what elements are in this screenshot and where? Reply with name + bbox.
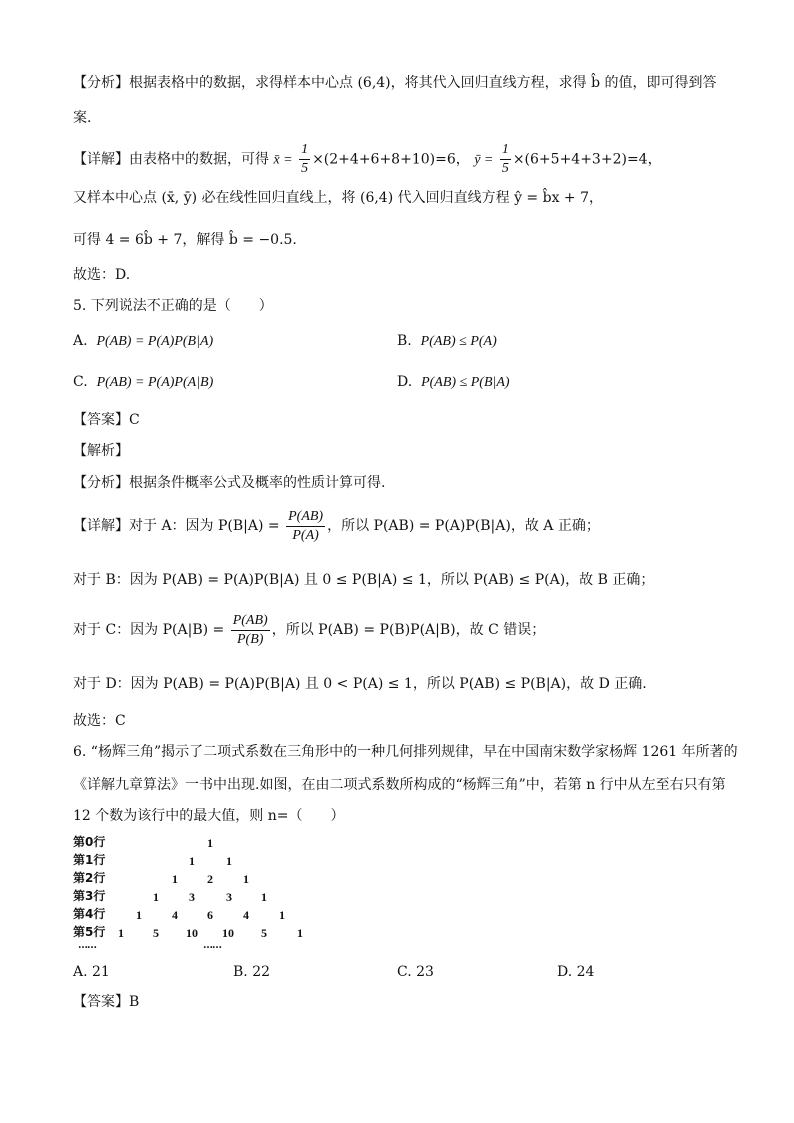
triangle-entry: 6 <box>207 908 213 922</box>
option-text: 24 <box>576 964 595 980</box>
ellipsis-center: …… <box>203 940 221 951</box>
option-text: P(AB) ≤ P(B|A) <box>421 375 510 390</box>
triangle-entry: 1 <box>243 872 249 886</box>
fraction-one-fifth-x <box>299 141 310 178</box>
fraction-numerator: P(AB) <box>286 508 325 527</box>
ellipsis-left: …… <box>78 940 96 951</box>
q5-option-a <box>73 331 213 352</box>
answer-tag: 【答案】 <box>73 994 129 1010</box>
q6-stem-line-1: 6. “杨辉三角”揭示了二项式系数在三角形中的一种几何排列规律，早在中国南宋数学家杨辉 1261 年所著的 <box>73 744 738 760</box>
triangle-entry: 5 <box>261 926 267 940</box>
q5-detail-d: 对于 D：因为 P(AB) = P(A)P(B|A) 且 0 < P(A) ≤ 1，所以 P(AB) ≤ P(B|A)，故 D 正确. <box>73 676 647 692</box>
prev-detail-text: 由表格中的数据，可得 <box>129 151 269 168</box>
option-label: B. <box>397 333 412 349</box>
option-label: D. <box>557 964 573 980</box>
prev-detail-line-1 <box>73 141 662 179</box>
q5-answer <box>73 410 140 430</box>
option-label: C. <box>397 964 412 980</box>
option-label: A. <box>73 333 88 349</box>
option-text: P(AB) ≤ P(A) <box>420 334 497 349</box>
triangle-entry: 5 <box>153 926 159 940</box>
triangle-row-label: 第2行 <box>73 871 106 885</box>
x-mean-expression: ×(2+4+6+8+10)=6， <box>312 151 470 168</box>
q5-stem: 5. 下列说法不正确的是（ ） <box>73 298 273 314</box>
triangle-row-label: 第4行 <box>73 907 106 921</box>
triangle-entry: 3 <box>189 890 195 904</box>
q5-option-c <box>73 372 213 393</box>
option-text: 22 <box>252 964 271 980</box>
fraction-denominator: P(A) <box>292 527 319 543</box>
triangle-entry: 1 <box>279 908 285 922</box>
prev-detail-line-2: 又样本中心点 (x̄, ȳ) 必在线性回归直线上，将 (6,4) 代入回归直线方程 ŷ = b̂x + 7， <box>73 190 604 206</box>
triangle-entry: 3 <box>226 890 232 904</box>
fraction-numerator: P(AB) <box>231 612 270 631</box>
option-text: 21 <box>92 964 110 980</box>
q6-stem-line-3: 12 个数为该行中的最大值，则 n=（ ） <box>73 808 345 824</box>
q6-answer <box>73 992 139 1012</box>
fraction-p-ab-over-p-b <box>231 612 270 649</box>
q5-analysis-heading: 【解析】 <box>73 443 129 459</box>
fraction-one-fifth-y <box>500 141 511 178</box>
triangle-entry: 1 <box>172 872 178 886</box>
fraction-denominator: P(B) <box>236 631 264 647</box>
q5-detail-b: 对于 B：因为 P(AB) = P(A)P(B|A) 且 0 ≤ P(B|A) ≤ 1，所以 P(AB) ≤ P(A)，故 B 正确； <box>73 572 655 588</box>
y-bar-symbol: ȳ = <box>474 152 494 168</box>
triangle-entry: 1 <box>297 926 303 940</box>
detail-tag: 【详解】 <box>73 518 129 534</box>
option-text: P(AB) = P(A)P(A|B) <box>96 375 214 390</box>
detail-a-post: ，所以 P(AB) = P(A)P(B|A)，故 A 正确； <box>327 518 600 534</box>
detail-a-pre: 对于 A：因为 P(B|A) = <box>129 518 280 534</box>
fraction-numerator: 1 <box>500 141 511 160</box>
prev-analysis-line-1 <box>73 73 717 93</box>
answer-tag: 【答案】 <box>73 412 129 428</box>
prev-detail-line-3: 可得 4 = 6b̂ + 7，解得 b̂ = −0.5. <box>73 232 297 248</box>
q5-detail-c <box>73 610 545 650</box>
prev-choice: 故选：D. <box>73 267 131 283</box>
prev-analysis-tag: 【分析】 <box>73 75 129 91</box>
q5-option-b <box>397 331 497 352</box>
analysis-text: 根据条件概率公式及概率的性质计算可得. <box>129 475 386 491</box>
triangle-row-label: 第1行 <box>73 853 106 867</box>
triangle-entry: 1 <box>189 854 195 868</box>
q6-option-d <box>557 962 594 982</box>
x-bar-symbol: x̄ = <box>273 152 293 168</box>
prev-analysis-line-2: 案. <box>73 110 92 126</box>
q5-analysis <box>73 473 385 493</box>
fraction-denominator: 5 <box>501 161 509 176</box>
y-mean-expression: ×(6+5+4+3+2)=4， <box>512 151 662 168</box>
answer-value: C <box>129 412 140 428</box>
q5-option-d <box>397 372 510 393</box>
option-label: B. <box>233 964 248 980</box>
triangle-entry: 1 <box>207 836 213 850</box>
analysis-tag: 【分析】 <box>73 475 129 491</box>
fraction-p-ab-over-p-a <box>286 508 325 545</box>
option-text: 23 <box>416 964 434 980</box>
q6-option-a <box>73 962 110 982</box>
triangle-entry: 10 <box>186 926 198 940</box>
detail-c-post: ，所以 P(AB) = P(B)P(A|B)，故 C 错误； <box>271 622 546 638</box>
q5-detail-a <box>73 506 600 546</box>
triangle-entry: 10 <box>222 926 234 940</box>
option-label: C. <box>73 374 88 390</box>
option-label: A. <box>73 964 88 980</box>
triangle-row-label: 第5行 <box>73 925 106 939</box>
q6-option-b <box>233 962 270 982</box>
triangle-entry: 1 <box>153 890 159 904</box>
prev-analysis-text: 根据表格中的数据，求得样本中心点 (6,4)，将其代入回归直线方程，求得 b̂ 的值，即可得到答 <box>129 75 717 91</box>
option-label: D. <box>397 374 413 390</box>
triangle-entry: 1 <box>118 926 124 940</box>
triangle-entry: 4 <box>243 908 249 922</box>
fraction-denominator: 5 <box>301 161 309 176</box>
prev-detail-tag: 【详解】 <box>73 151 129 168</box>
option-text: P(AB) = P(A)P(B|A) <box>96 334 214 349</box>
q5-choice: 故选：C <box>73 713 126 729</box>
triangle-row-label: 第3行 <box>73 889 106 903</box>
detail-c-pre: 对于 C：因为 P(A|B) = <box>73 622 225 638</box>
fraction-numerator: 1 <box>299 141 310 160</box>
triangle-entry: 4 <box>172 908 178 922</box>
triangle-entry: 1 <box>226 854 232 868</box>
triangle-entry: 1 <box>261 890 267 904</box>
q6-stem-line-2: 《详解九章算法》一书中出现.如图，在由二项式系数所构成的“杨辉三角”中，若第 n 行中从左至右只有第 <box>73 777 726 793</box>
triangle-row-label: 第0行 <box>73 835 106 849</box>
triangle-entry: 1 <box>136 908 142 922</box>
answer-value: B <box>129 994 140 1010</box>
q6-option-c <box>397 962 434 982</box>
triangle-entry: 2 <box>207 872 213 886</box>
